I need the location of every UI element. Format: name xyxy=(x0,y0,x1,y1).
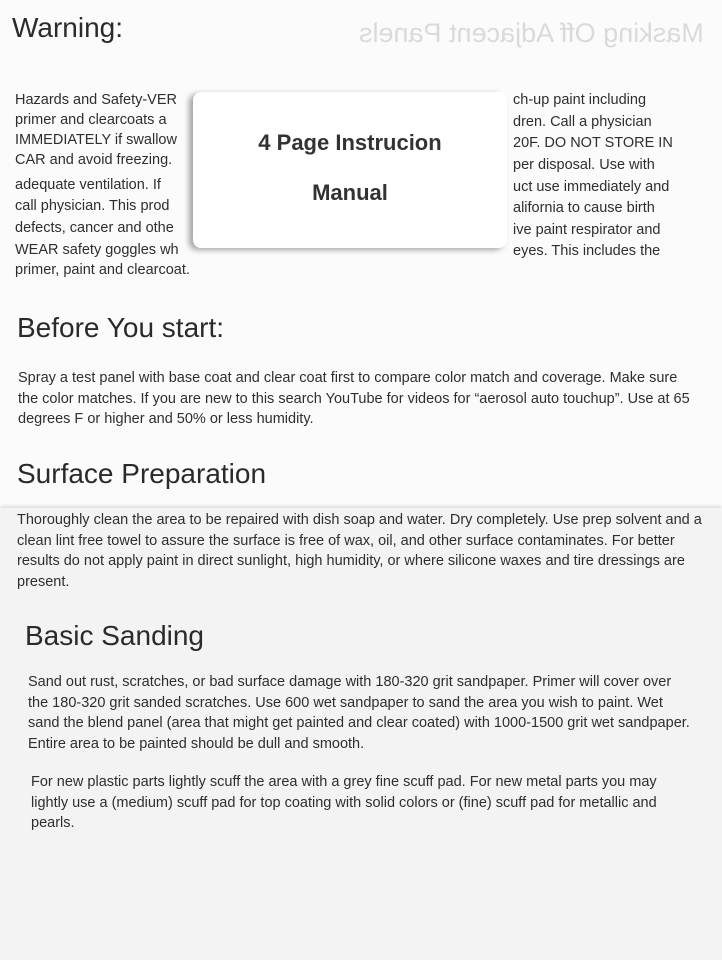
before-you-start-heading: Before You start: xyxy=(17,312,225,343)
warning-line: primer, paint and clearcoat. xyxy=(15,262,190,278)
warning-line: Hazards and Safety-VER xyxy=(15,92,177,108)
before-you-start-text: Spray a test panel with base coat and clear coat first to compare color match and coverage. Make sure the color matches. If you are new to this search YouTube for videos for “aerosol auto touchup”. Use at 65 degrees F or higher and 50% or less humidity. xyxy=(18,370,690,427)
warning-line: per disposal. Use with xyxy=(513,157,655,173)
scuff-pad-text: For new plastic parts lightly scuff the area with a grey fine scuff pad. For new metal parts you may lightly use a (medium) scuff pad for top coating with solid colors or (fine) scuff pad for metallic and pearls. xyxy=(31,774,657,831)
warning-line: eyes. This includes the xyxy=(513,243,661,259)
warning-line: alifornia to cause birth xyxy=(513,200,655,216)
basic-sanding-heading: Basic Sanding xyxy=(25,620,205,651)
lower-page xyxy=(0,508,722,960)
warning-line: ive paint respirator and xyxy=(513,222,661,238)
surface-preparation-heading: Surface Preparation xyxy=(17,458,267,489)
warning-line: dren. Call a physician xyxy=(513,114,652,130)
warning-line: ch-up paint including xyxy=(513,92,647,108)
warning-line: adequate ventilation. If xyxy=(15,177,161,193)
warning-line: WEAR safety goggles wh xyxy=(15,242,179,258)
surface-preparation-text: Thoroughly clean the area to be repaired with dish soap and water. Dry completely. Use prep solvent and a clean lint free towel to assure the surface is free of wax, oil, and other surface contaminates. For better results do not apply paint in direct sunlight, high humidity, or where silicone waxes and tire dressings are present. xyxy=(17,512,702,590)
instruction-manual-label xyxy=(193,92,507,248)
warning-heading: Warning: xyxy=(12,12,124,43)
basic-sanding-text: Sand out rust, scratches, or bad surface damage with 180-320 grit sandpaper. Primer will cover over the 180-320 grit sanded scratches. Use 600 wet sandpaper to sand the area you wish to paint. Wet sand the blend panel (area that might get painted and clear coated) with 1000-1500 grit wet sandpaper. Entire area to be painted should be dull and smooth. xyxy=(28,674,690,752)
warning-line: 20F. DO NOT STORE IN xyxy=(513,135,673,151)
label-line-2: Manual xyxy=(312,180,388,205)
warning-line: defects, cancer and othe xyxy=(15,220,174,236)
warning-line: primer and clearcoats a xyxy=(15,112,167,128)
warning-line: call physician. This prod xyxy=(15,198,170,214)
bleed-through-heading: Masking Off Adjacent Panels xyxy=(359,18,704,48)
label-line-1: 4 Page Instrucion xyxy=(258,130,442,155)
warning-line: CAR and avoid freezing. xyxy=(15,152,173,168)
warning-line: uct use immediately and xyxy=(513,179,670,195)
warning-line: IMMEDIATELY if swallow xyxy=(15,132,177,148)
